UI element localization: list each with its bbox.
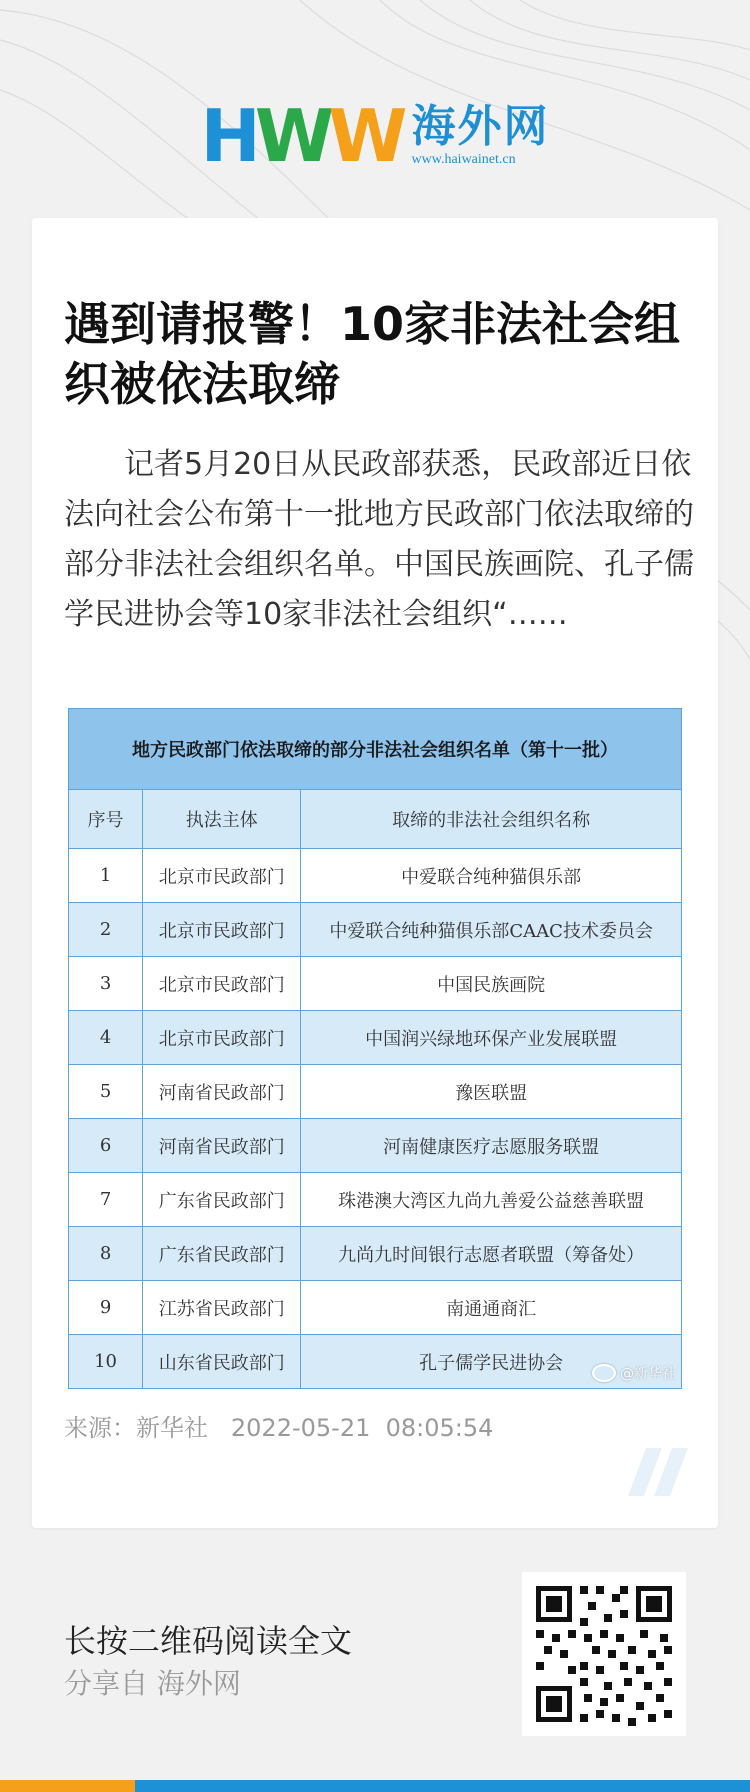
share-footer [0,1530,750,1792]
weibo-watermark [592,1363,676,1383]
logo-letters [200,94,402,178]
cell-organization: 九尚九时间银行志愿者联盟（筹备处） [301,1227,682,1281]
cell-authority: 江苏省民政部门 [143,1281,301,1335]
logo-letter-w1: W [254,94,329,178]
cell-authority: 北京市民政部门 [143,1011,301,1065]
table-row [69,1173,682,1227]
cell-organization: 河南健康医疗志愿服务联盟 [301,1119,682,1173]
cell-organization: 豫医联盟 [301,1065,682,1119]
qr-code[interactable] [522,1572,686,1736]
decorative-slash-icon [628,1448,688,1496]
column-header-organization: 取缔的非法社会组织名称 [301,790,682,849]
cell-authority: 北京市民政部门 [143,903,301,957]
logo-letter-w2: W [328,94,402,178]
cell-index: 7 [69,1173,143,1227]
article-source [64,1408,493,1443]
column-header-authority: 执法主体 [143,790,301,849]
shared-from-label: 分享自 海外网 [64,1667,241,1700]
read-full-text-prompt: 长按二维码阅读全文 [64,1622,353,1660]
cell-index: 8 [69,1227,143,1281]
cell-organization: 珠港澳大湾区九尚九善爱公益慈善联盟 [301,1173,682,1227]
cell-organization: 中爱联合纯种猫俱乐部CAAC技术委员会 [301,903,682,957]
cell-index: 3 [69,957,143,1011]
cell-authority: 北京市民政部门 [143,957,301,1011]
cell-authority: 北京市民政部门 [143,849,301,903]
article-summary: 记者5月20日从民政部获悉，民政部近日依法向社会公布第十一批地方民政部门依法取缔的部分非法社会组织名单。中国民族画院、孔子儒学民进协会等10家非法社会组织“…… [64,447,694,632]
haiwainet-logo [0,96,750,176]
cell-index: 2 [69,903,143,957]
logo-letter-h: H [200,94,255,178]
table-row [69,1281,682,1335]
cell-index: 9 [69,1281,143,1335]
cell-authority: 河南省民政部门 [143,1065,301,1119]
logo-url: www.haiwainet.cn [411,152,516,167]
weibo-icon [592,1364,616,1382]
cell-index: 4 [69,1011,143,1065]
table-row [69,1227,682,1281]
column-header-index: 序号 [69,790,143,849]
cell-authority: 广东省民政部门 [143,1227,301,1281]
watermark-text: @新华社 [620,1366,676,1382]
source-label: 来源：新华社 [64,1414,208,1442]
cell-authority: 河南省民政部门 [143,1119,301,1173]
table-row [69,1065,682,1119]
article-card [32,218,718,1528]
article-title: 遇到请报警！10家非法社会组织被依法取缔 [64,297,681,411]
cell-authority: 广东省民政部门 [143,1173,301,1227]
bottom-color-bar [0,1780,750,1792]
cell-index: 5 [69,1065,143,1119]
cell-organization: 中国民族画院 [301,957,682,1011]
logo-cn-name: 海外网 [411,101,550,152]
cell-organization: 中爱联合纯种猫俱乐部 [301,849,682,903]
cell-organization: 孔子儒学民进协会 [301,1335,682,1389]
table-row [69,1011,682,1065]
cell-organization: 中国润兴绿地环保产业发展联盟 [301,1011,682,1065]
source-datetime: 2022-05-21 08:05:54 [230,1414,494,1442]
cell-index: 6 [69,1119,143,1173]
cell-authority: 山东省民政部门 [143,1335,301,1389]
table-row [69,1335,682,1389]
cell-organization: 南通通商汇 [301,1281,682,1335]
table-row [69,849,682,903]
table-caption: 地方民政部门依法取缔的部分非法社会组织名单（第十一批） [69,709,682,790]
cell-index: 10 [69,1335,143,1389]
table-row [69,957,682,1011]
cell-index: 1 [69,849,143,903]
organizations-table-image [68,708,682,1389]
table-row [69,1119,682,1173]
table-row [69,903,682,957]
organizations-table [68,708,682,1389]
